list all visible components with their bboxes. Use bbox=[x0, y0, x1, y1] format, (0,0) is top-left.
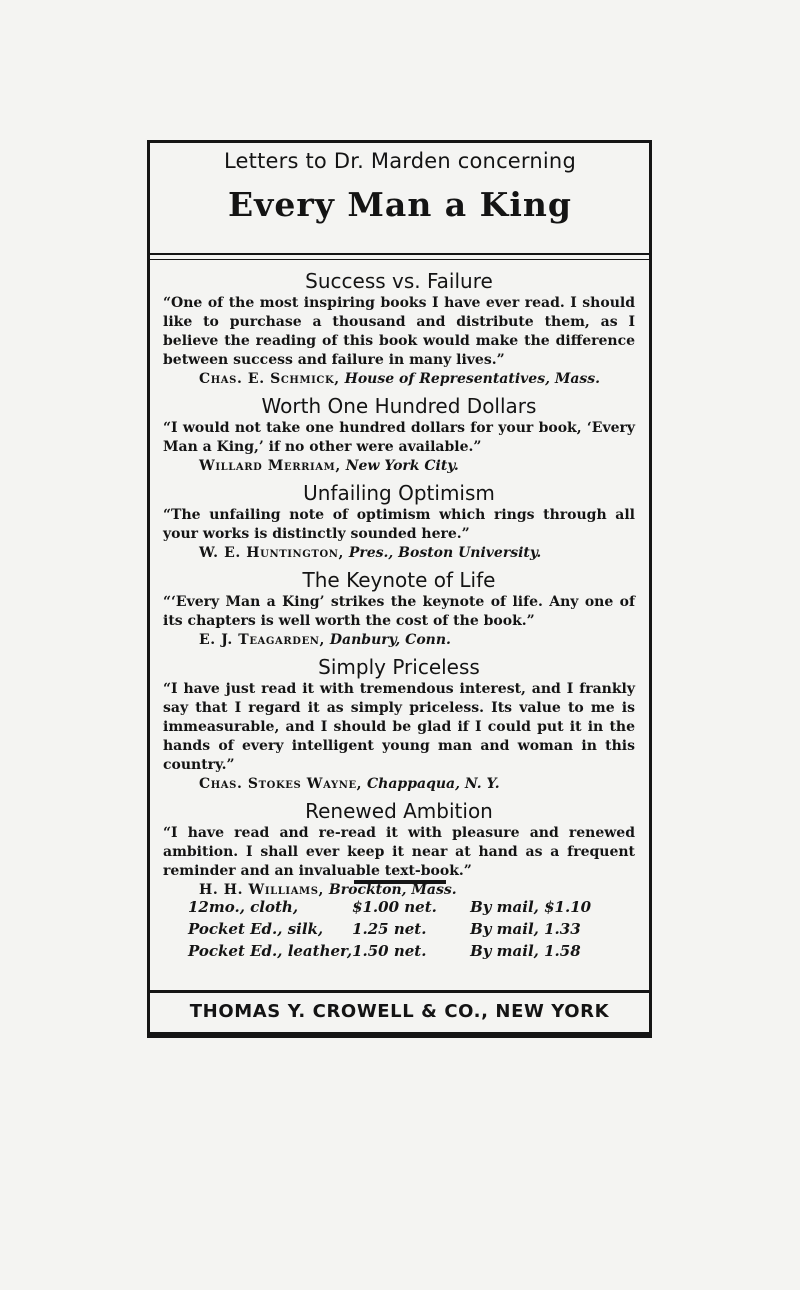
testimonial-quote: “One of the most inspiring books I have ever read. I should like to purchase a thousand and distribute them, as I believe the reading of this book would make the difference between success and failure in many lives.” bbox=[163, 295, 635, 368]
section-heading: Renewed Ambition bbox=[305, 799, 493, 823]
section-heading: Unfailing Optimism bbox=[303, 481, 495, 505]
author-name: E. J. Teagarden, bbox=[199, 632, 326, 648]
testimonial-attribution bbox=[163, 631, 635, 650]
testimonial-quote: “I have read and re-read it with pleasure and renewed ambition. I shall ever keep it near at hand as a frequent reminder and an invaluable text-book.” bbox=[163, 825, 635, 879]
header-subtitle: Letters to Dr. Marden concerning bbox=[224, 149, 576, 173]
title-divider-thin bbox=[150, 259, 649, 260]
author-name: Willard Merriam, bbox=[199, 458, 341, 474]
testimonials bbox=[163, 268, 635, 904]
testimonial-quote: “I have just read it with tremendous interest, and I frankly say that I regard it as simply priceless. Its value to me is immeasurable, and I should be glad if I could put it in the hands of every intelligent young man and woman in this country.” bbox=[163, 681, 635, 773]
testimonial-quote: “I would not take one hundred dollars for your book, ‘Every Man a King,’ if no other were available.” bbox=[163, 420, 635, 455]
net-price: 1.25 net. bbox=[352, 920, 427, 938]
mail-price: By mail, $1.10 bbox=[470, 898, 592, 916]
price-row bbox=[188, 896, 591, 918]
price-divider bbox=[354, 880, 446, 884]
testimonial-quote: “The unfailing note of optimism which rings through all your works is distinctly sounded here.” bbox=[163, 507, 635, 542]
section-heading: Worth One Hundred Dollars bbox=[261, 394, 537, 418]
title-divider bbox=[150, 253, 649, 255]
edition: 12mo., cloth, bbox=[188, 898, 299, 916]
author-name: W. E. Huntington, bbox=[199, 545, 344, 561]
edition: Pocket Ed., silk, bbox=[188, 920, 324, 938]
author-place: Brockton, Mass. bbox=[328, 882, 457, 898]
author-name: H. H. Williams, bbox=[199, 882, 325, 898]
author-place: New York City. bbox=[345, 458, 459, 474]
author-place: Pres., Boston University. bbox=[348, 545, 542, 561]
book-title: Every Man a King bbox=[228, 185, 572, 224]
mail-price: By mail, 1.58 bbox=[470, 942, 581, 960]
testimonial-attribution bbox=[163, 775, 635, 794]
section-heading: Simply Priceless bbox=[318, 655, 480, 679]
author-name: Chas. E. Schmick, bbox=[199, 371, 340, 387]
author-place: Danbury, Conn. bbox=[329, 632, 451, 648]
testimonial-attribution bbox=[163, 370, 635, 389]
edition: Pocket Ed., leather, bbox=[188, 942, 353, 960]
mail-price: By mail, 1.33 bbox=[470, 920, 581, 938]
author-place: Chappaqua, N. Y. bbox=[367, 776, 500, 792]
author-name: Chas. Stokes Wayne, bbox=[199, 776, 363, 792]
price-list bbox=[188, 896, 591, 962]
price-row bbox=[188, 940, 591, 962]
price-row bbox=[188, 918, 591, 940]
net-price: 1.50 net. bbox=[352, 942, 427, 960]
publisher-imprint: THOMAS Y. CROWELL & CO., NEW YORK bbox=[189, 1001, 610, 1022]
testimonial-attribution bbox=[163, 457, 635, 476]
footer-divider bbox=[147, 990, 652, 993]
testimonial-attribution bbox=[163, 544, 635, 563]
net-price: $1.00 net. bbox=[352, 898, 437, 916]
section-heading: Success vs. Failure bbox=[305, 269, 493, 293]
testimonial-quote: “‘Every Man a King’ strikes the keynote of life. Any one of its chapters is well worth the cost of the book.” bbox=[163, 594, 635, 629]
section-heading: The Keynote of Life bbox=[302, 568, 496, 592]
author-place: House of Representatives, Mass. bbox=[344, 371, 601, 387]
